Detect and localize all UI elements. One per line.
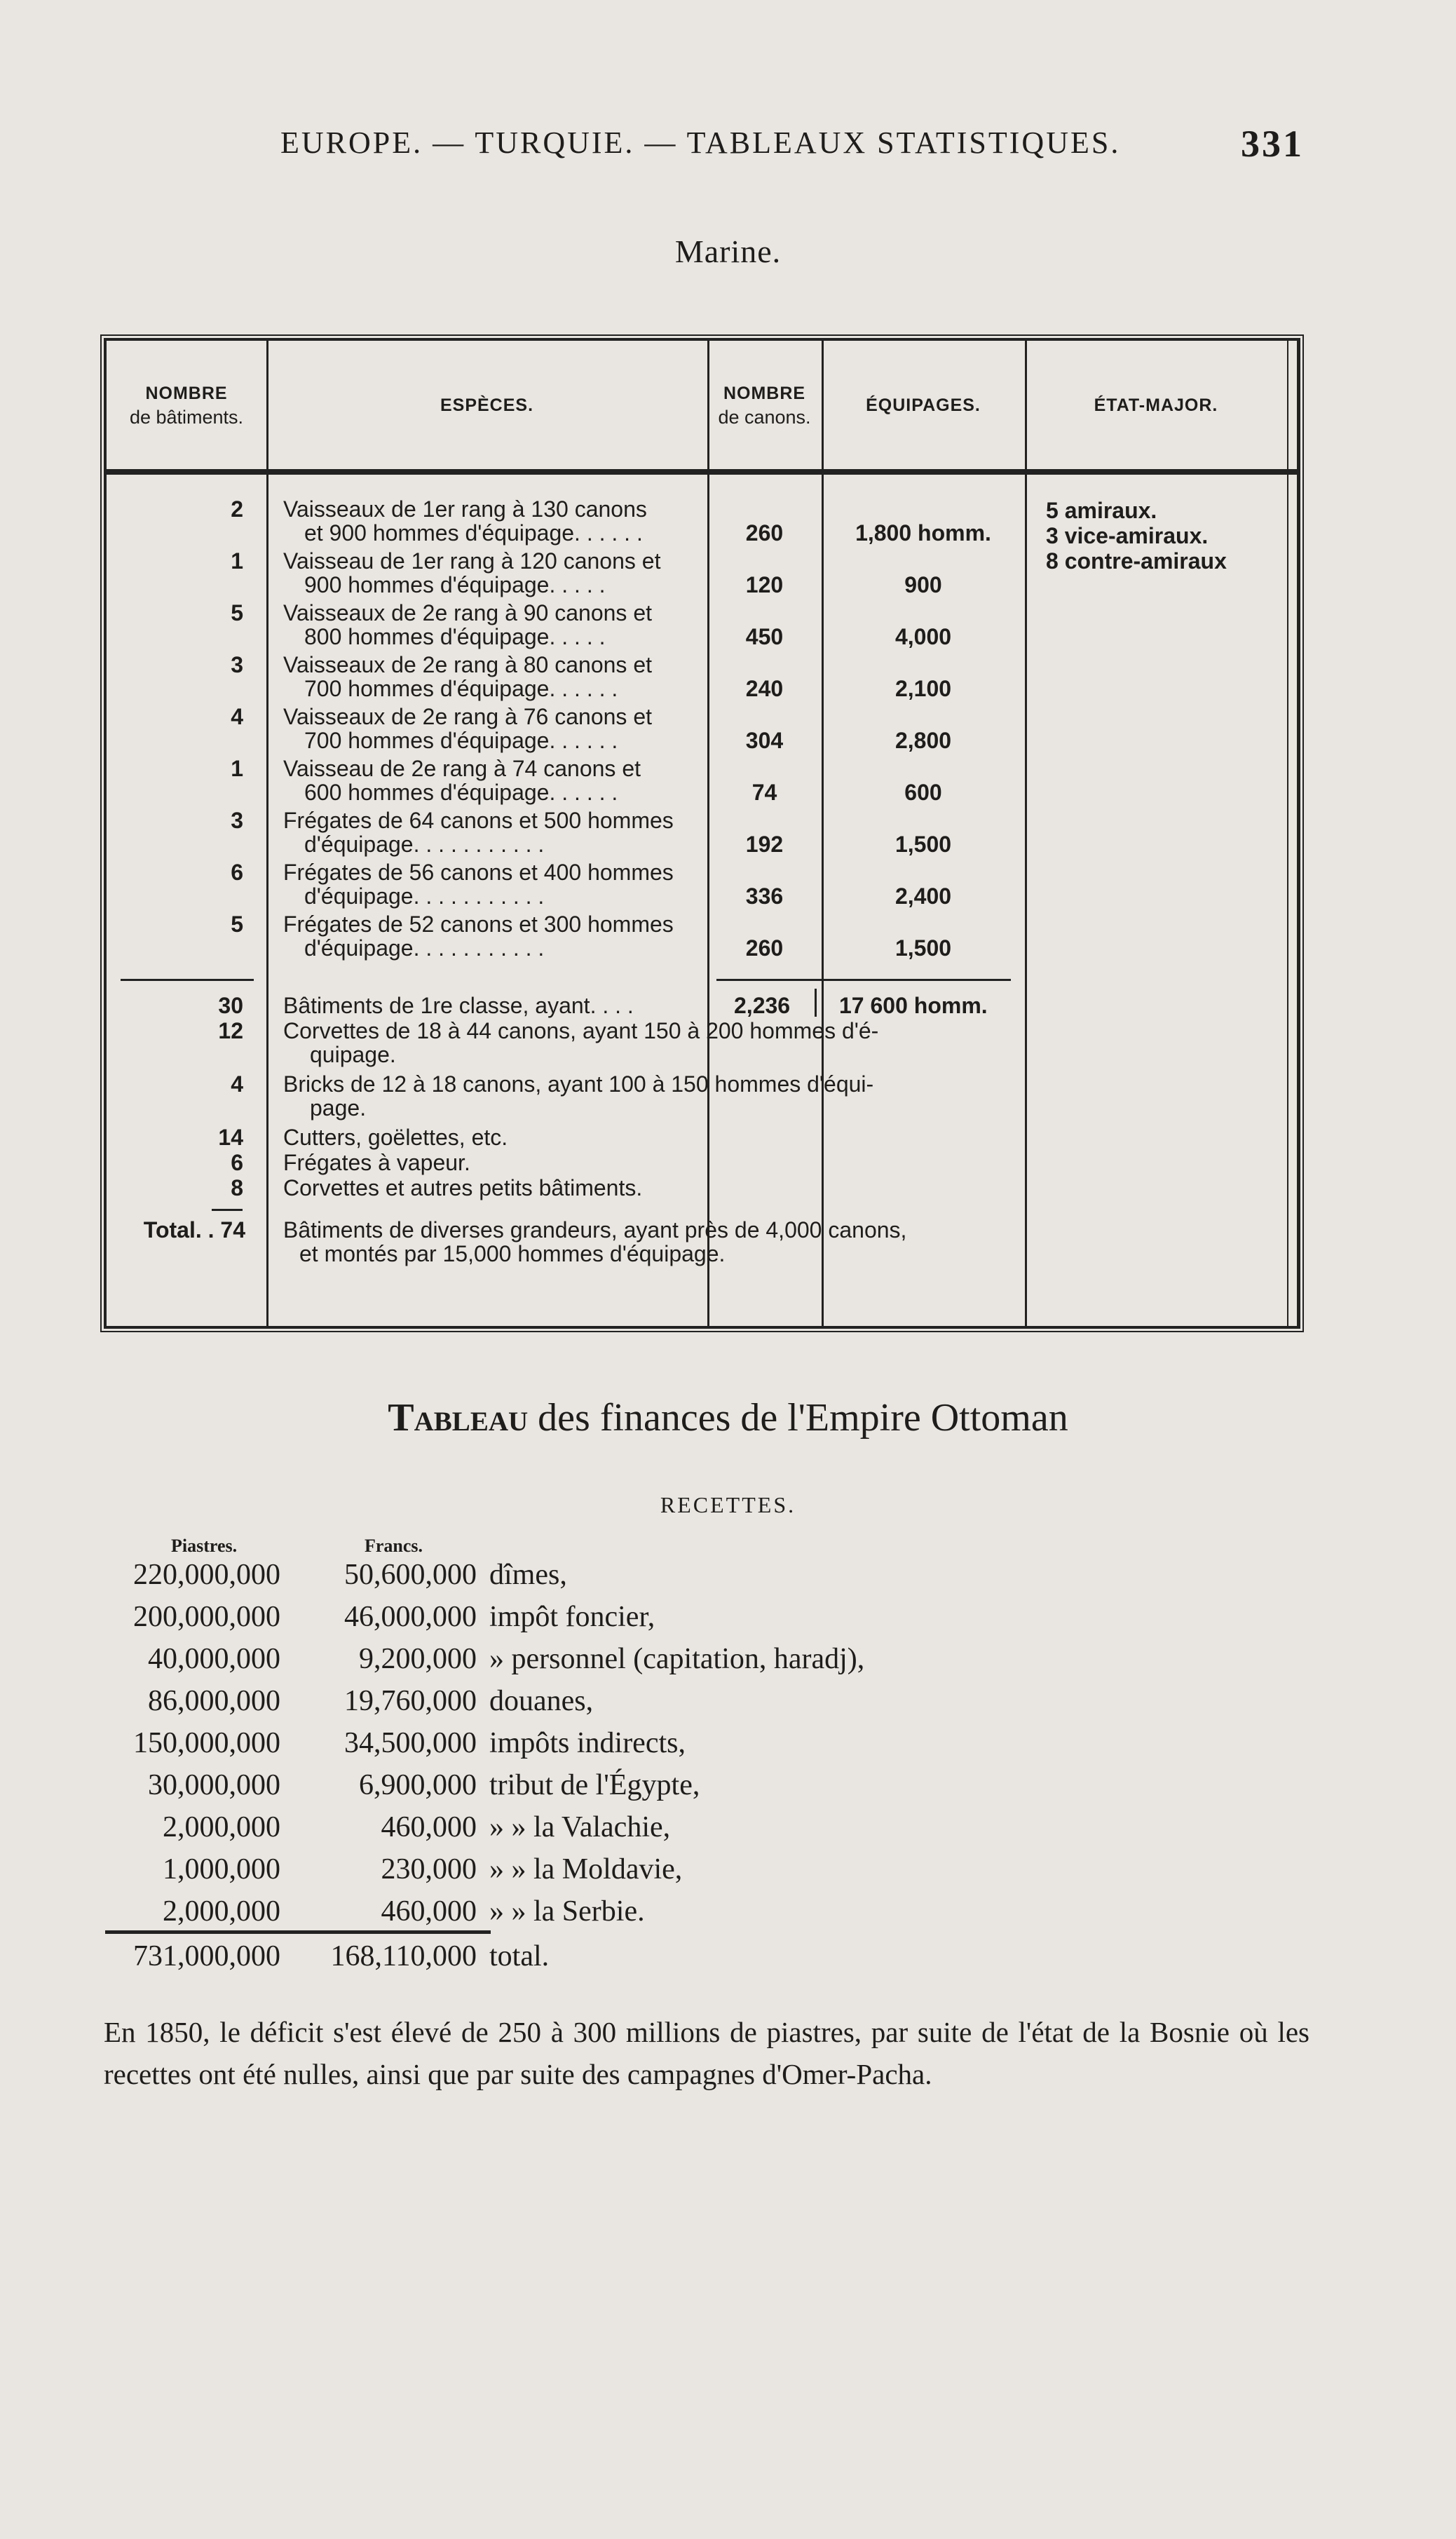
revenue-source: impôts indirects, [489, 1727, 686, 1759]
other-description: Corvettes de 18 à 44 canons, ayant 150 à 200 hommes d'é- [283, 1018, 879, 1043]
other-count: 12 [218, 1018, 243, 1043]
ship-crew: 1,500 [894, 935, 952, 961]
finance-row [0, 1768, 1456, 1810]
revenue-source: » personnel (capitation, haradj), [489, 1643, 865, 1675]
revenue-source: » » la Moldavie, [489, 1853, 683, 1885]
ship-crew: 1,800 homm. [855, 520, 991, 546]
ship-description-cont: 700 hommes d'équipage. . . . . . [304, 728, 618, 753]
ship-count: 5 [231, 912, 243, 937]
ship-guns: 260 [745, 520, 784, 546]
finance-row [0, 1726, 1456, 1768]
col-head-piastres: Piastres. [171, 1536, 238, 1556]
francs-value: 19,760,000 [344, 1685, 477, 1717]
other-description: Bricks de 12 à 18 canons, ayant 100 à 150 hommes d'équi- [283, 1071, 874, 1097]
header-rule [107, 469, 1297, 475]
ship-guns: 450 [745, 624, 784, 649]
ship-description-cont: d'équipage. . . . . . . . . . . [304, 832, 545, 857]
revenue-source: impôt foncier, [489, 1601, 655, 1633]
column-divider [1025, 341, 1027, 1326]
revenue-source: douanes, [489, 1685, 594, 1717]
piastres-value: 2,000,000 [163, 1895, 280, 1928]
etat-major-line: 3 vice-amiraux. [1046, 523, 1209, 548]
total-piastres: 731,000,000 [133, 1940, 280, 1972]
column-divider [266, 341, 268, 1326]
piastres-value: 86,000,000 [148, 1685, 280, 1717]
ship-description-cont: d'équipage. . . . . . . . . . . [304, 935, 545, 961]
ship-description: Vaisseau de 2e rang à 74 canons et [283, 756, 641, 781]
ship-count: 5 [231, 600, 243, 625]
finance-row [0, 1600, 1456, 1642]
total-label: total. [489, 1940, 550, 1972]
ship-description: Vaisseaux de 2e rang à 80 canons et [283, 652, 652, 677]
francs-value: 34,500,000 [344, 1727, 477, 1759]
header-especes [266, 341, 707, 469]
ship-crew: 600 [904, 780, 942, 805]
other-description-cont: page. [310, 1095, 367, 1120]
finance-row [0, 1895, 1456, 1937]
piastres-value: 220,000,000 [133, 1559, 280, 1591]
revenue-source: tribut de l'Égypte, [489, 1769, 700, 1801]
other-count: 6 [231, 1150, 243, 1175]
other-count: 8 [231, 1175, 243, 1200]
header-nombre-bottom: de bâtiments. [129, 406, 244, 428]
revenue-source: » » la Serbie. [489, 1895, 645, 1928]
subtotal-rule [716, 979, 1011, 981]
header-canons-bottom: de canons. [718, 406, 811, 428]
piastres-value: 200,000,000 [133, 1601, 280, 1633]
summary-description: Bâtiments de 1re classe, ayant. . . . [283, 993, 634, 1018]
ship-count: 3 [231, 652, 243, 677]
col-head-francs: Francs. [365, 1536, 423, 1556]
section-title: Marine. [674, 233, 782, 269]
ship-guns: 336 [745, 883, 784, 909]
header-nombre-batiments [107, 341, 266, 469]
subtotal-divider [815, 989, 831, 1017]
total-description-cont: et montés par 15,000 hommes d'équipage. [299, 1241, 726, 1266]
francs-value: 9,200,000 [359, 1643, 477, 1675]
ship-count: 2 [231, 496, 243, 522]
finance-row [0, 1684, 1456, 1726]
piastres-value: 30,000,000 [148, 1769, 280, 1801]
other-description: Corvettes et autres petits bâtiments. [283, 1175, 643, 1200]
ship-description: Frégates de 64 canons et 500 hommes [283, 808, 674, 833]
finance-total-row [0, 1939, 1456, 1982]
finance-title-smallcaps: Tableau [388, 1396, 529, 1440]
ship-guns: 260 [745, 935, 784, 961]
header-canons-top: NOMBRE [723, 383, 806, 403]
ship-count: 6 [231, 860, 243, 885]
running-head [280, 123, 1304, 165]
ship-count: 1 [231, 756, 243, 781]
ship-guns: 304 [745, 728, 784, 753]
ship-count: 3 [231, 808, 243, 833]
ship-description: Vaisseaux de 2e rang à 90 canons et [283, 600, 652, 625]
subtotal-rule [121, 979, 254, 981]
ship-guns: 120 [745, 572, 784, 597]
ship-description-cont: 700 hommes d'équipage. . . . . . [304, 676, 618, 701]
piastres-value: 150,000,000 [133, 1727, 280, 1759]
header-nombre-canons [707, 341, 822, 469]
header-especes-label: ESPÈCES. [440, 395, 534, 415]
deficit-note: En 1850, le déficit s'est élevé de 250 à 300 millions de piastres, par suite de l'état de la Bosnie où les recettes ont été nulles, ainsi que par suite des campagnes d'Omer-Pacha. [104, 2016, 1309, 2090]
total-rule [212, 1209, 243, 1211]
ship-crew: 1,500 [894, 832, 952, 857]
ship-count: 4 [231, 704, 243, 729]
finance-row [0, 1853, 1456, 1895]
column-divider [1287, 341, 1288, 1326]
other-description-cont: quipage. [310, 1042, 396, 1067]
ship-description-cont: d'équipage. . . . . . . . . . . [304, 883, 545, 909]
page-number: 331 [1241, 123, 1304, 165]
francs-value: 6,900,000 [359, 1769, 477, 1801]
total-description: Bâtiments de diverses grandeurs, ayant près de 4,000 canons, [283, 1217, 907, 1243]
finance-row [0, 1642, 1456, 1684]
finance-title-rest: des finances de l'Empire Ottoman [538, 1396, 1068, 1440]
ship-description: Frégates de 56 canons et 400 hommes [283, 860, 674, 885]
ship-crew: 900 [904, 572, 942, 597]
ship-description: Frégates de 52 canons et 300 hommes [283, 912, 674, 937]
ship-description-cont: et 900 hommes d'équipage. . . . . . [304, 520, 643, 546]
summary-count: 30 [218, 993, 243, 1018]
header-etat-major [1025, 341, 1287, 469]
summary-guns: 2,236 [734, 993, 791, 1018]
running-title: EUROPE. — TURQUIE. — TABLEAUX STATISTIQUES. [280, 126, 1121, 160]
francs-value: 50,600,000 [344, 1559, 477, 1591]
total-label: Total. . 74 [143, 1217, 245, 1243]
finance-row [0, 1558, 1456, 1600]
other-count: 14 [218, 1125, 243, 1150]
piastres-value: 40,000,000 [148, 1643, 280, 1675]
summary-crew: 17 600 homm. [839, 993, 988, 1018]
etat-major-line: 8 contre-amiraux [1046, 548, 1227, 574]
ship-guns: 74 [751, 780, 777, 805]
header-etat-major-label: ÉTAT-MAJOR. [1094, 395, 1218, 415]
ship-description-cont: 800 hommes d'équipage. . . . . [304, 624, 606, 649]
other-count: 4 [231, 1071, 243, 1097]
francs-value: 460,000 [381, 1811, 477, 1843]
total-francs: 168,110,000 [330, 1940, 477, 1972]
ship-description: Vaisseaux de 2e rang à 76 canons et [283, 704, 652, 729]
finance-title [0, 1395, 1456, 1440]
francs-value: 46,000,000 [344, 1601, 477, 1633]
francs-value: 460,000 [381, 1895, 477, 1928]
header-nombre-top: NOMBRE [145, 383, 228, 403]
finance-row [0, 1810, 1456, 1853]
ship-crew: 2,400 [894, 883, 952, 909]
marine-table [104, 338, 1300, 1329]
ship-description-cont: 600 hommes d'équipage. . . . . . [304, 780, 618, 805]
other-description: Frégates à vapeur. [283, 1150, 470, 1175]
recettes-subtitle: RECETTES. [660, 1492, 796, 1517]
ship-description: Vaisseau de 1er rang à 120 canons et [283, 548, 661, 574]
ship-crew: 2,800 [894, 728, 952, 753]
ship-description: Vaisseaux de 1er rang à 130 canons [283, 496, 647, 522]
piastres-value: 2,000,000 [163, 1811, 280, 1843]
header-equipages-label: ÉQUIPAGES. [866, 395, 981, 415]
ship-guns: 192 [745, 832, 784, 857]
ship-guns: 240 [745, 676, 784, 701]
ship-count: 1 [231, 548, 243, 574]
header-equipages [822, 341, 1025, 469]
piastres-value: 1,000,000 [163, 1853, 280, 1885]
francs-value: 230,000 [381, 1853, 477, 1885]
other-description: Cutters, goëlettes, etc. [283, 1125, 508, 1150]
ship-crew: 4,000 [894, 624, 952, 649]
ship-description-cont: 900 hommes d'équipage. . . . . [304, 572, 606, 597]
revenue-source: » » la Valachie, [489, 1811, 671, 1843]
etat-major-line: 5 amiraux. [1046, 498, 1157, 523]
ship-crew: 2,100 [894, 676, 952, 701]
revenue-source: dîmes, [489, 1559, 567, 1591]
